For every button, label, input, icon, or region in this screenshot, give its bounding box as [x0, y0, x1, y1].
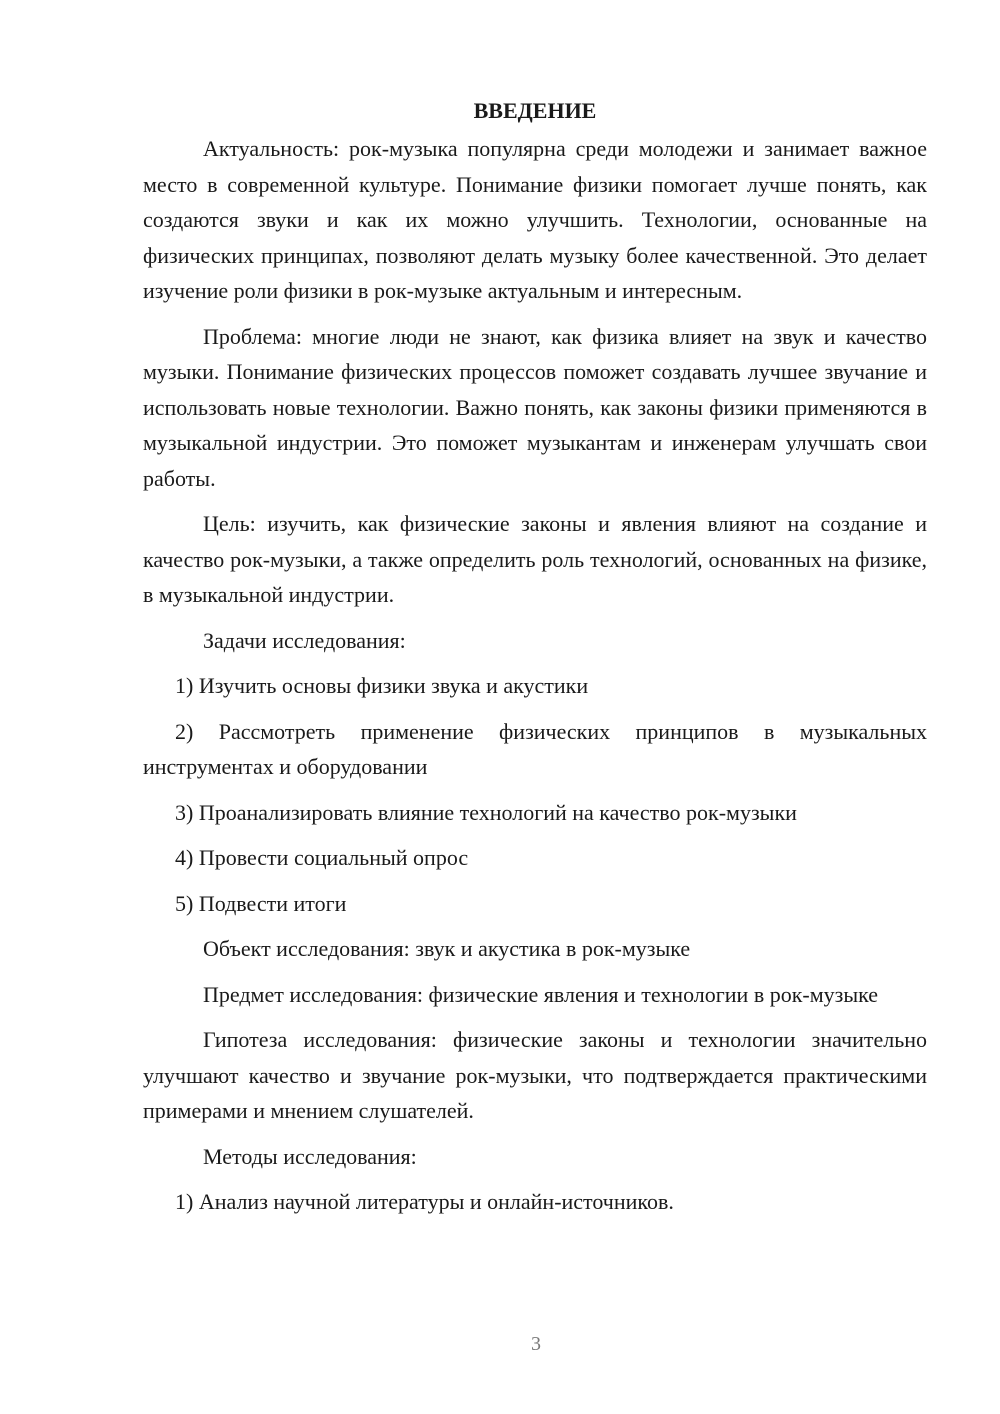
- task-item: 3) Проанализировать влияние технологий на качество рок-музыки: [175, 799, 797, 825]
- task-item: 4) Провести социальный опрос: [175, 845, 469, 870]
- methods-title: Методы исследования:: [203, 1143, 417, 1169]
- goal-paragraph: Цель: изучить, как физические законы и явления влияют на создание и качество рок-музыки, а также определить роль технологий, основанных на физике, в музыкальной индустрии.: [143, 511, 927, 607]
- problem-paragraph: Проблема: многие люди не знают, как физика влияет на звук и качество музыки. Понимание физических процессов поможет создавать лучшее звучание и использовать новые технологии. Важно понять, как законы физики применяются в музыкальной индустрии. Это поможет музыкантам и инженерам улучшать свои работы.: [143, 323, 927, 491]
- task-item: 5) Подвести итоги: [175, 890, 347, 916]
- hypothesis-paragraph: Гипотеза исследования: физические законы и технологии значительно улучшают качество и звучание рок-музыки, что подтверждается практическими примерами и мнением слушателей.: [143, 1027, 927, 1123]
- tasks-title: Задачи исследования:: [203, 627, 406, 653]
- task-item: 1) Изучить основы физики звука и акустики: [175, 673, 589, 698]
- object-paragraph: Объект исследования: звук и акустика в рок-музыке: [203, 936, 691, 961]
- relevance-paragraph: Актуальность: рок-музыка популярна среди молодежи и занимает важное место в современной культуре. Понимание физики помогает лучше понять, как создаются звуки и как их можно улучшить. Технологии, основанные на физических принципах, позволяют делать музыку более качественной. Это делает изучение роли физики в рок-музыке актуальным и интересным.: [143, 136, 927, 303]
- section-heading: ВВЕДЕНИЕ: [473, 98, 597, 123]
- task-item: 2) Рассмотреть применение физических принципов в музыкальных инструментах и оборудовании: [143, 718, 927, 779]
- page-content: [143, 93, 927, 1230]
- method-item: 1) Анализ научной литературы и онлайн-источников.: [175, 1189, 674, 1214]
- subject-paragraph: Предмет исследования: физические явления и технологии в рок-музыке: [203, 981, 879, 1007]
- page-number: 3: [531, 1333, 541, 1355]
